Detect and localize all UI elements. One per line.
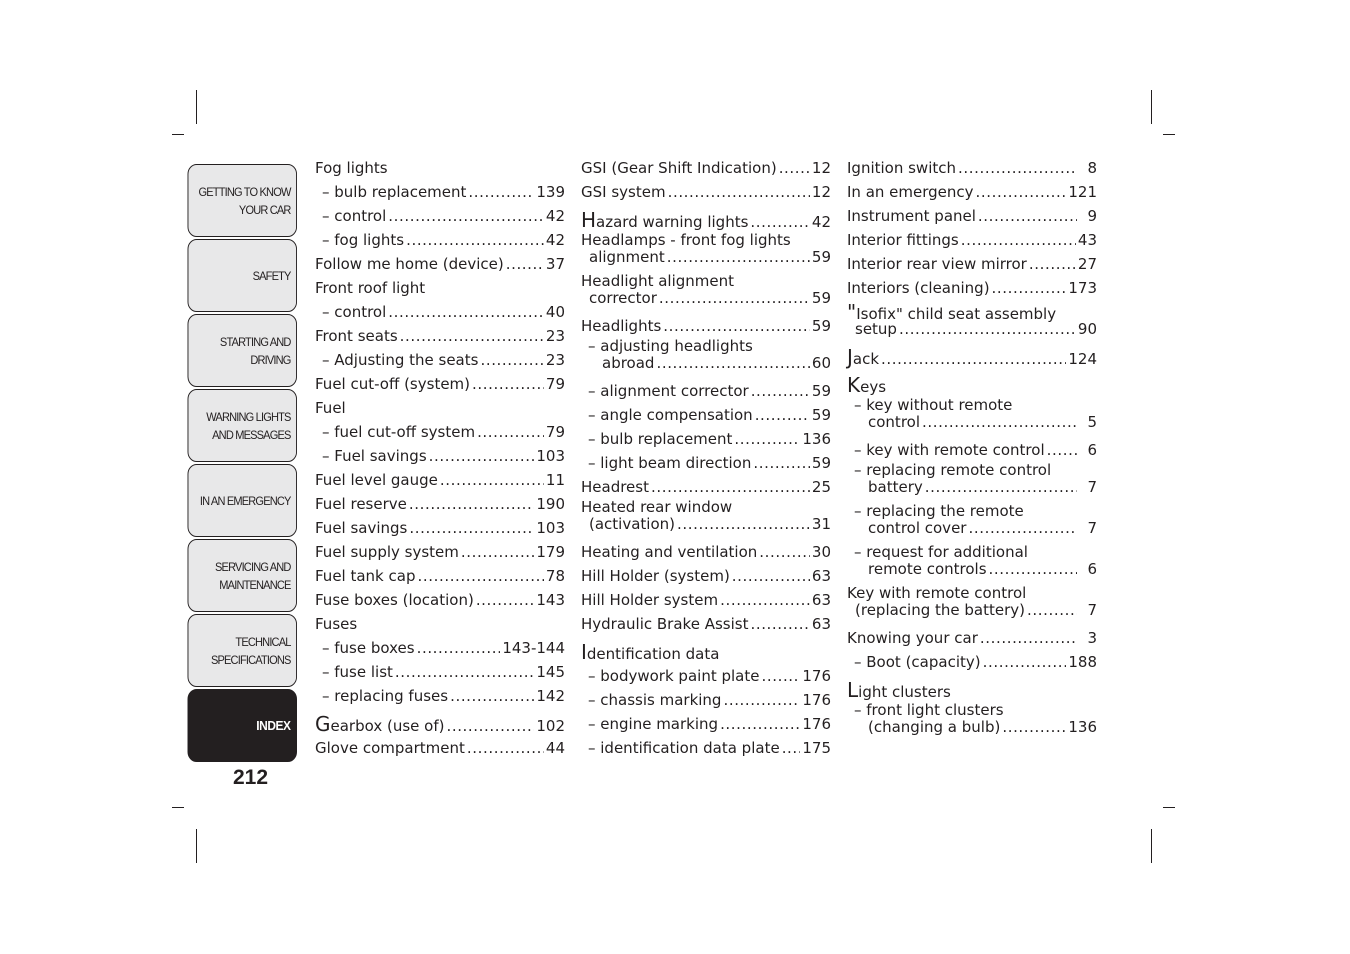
page-ref: 43 — [1077, 231, 1097, 249]
page-ref: 124 — [1068, 350, 1097, 368]
entry-text: Ignition switch — [847, 159, 957, 177]
page-ref: 175 — [802, 739, 831, 757]
page-ref: 190 — [536, 495, 565, 513]
page-ref: 176 — [802, 667, 831, 685]
entry-text: – request for additional — [854, 543, 1028, 561]
entry-text: Follow me home (device) — [315, 255, 504, 273]
entry-text: – bodywork paint plate — [588, 667, 760, 685]
entry-text: – alignment corrector — [588, 382, 749, 400]
page-ref: 176 — [802, 691, 831, 709]
dot-leader — [477, 420, 544, 444]
page-ref: 102 — [536, 717, 565, 735]
index-entry — [315, 348, 565, 372]
dot-leader — [759, 540, 810, 564]
dot-leader — [406, 228, 544, 252]
page-ref: 42 — [545, 231, 565, 249]
entry-text: – fuel cut-off system — [322, 423, 476, 441]
dot-leader — [753, 451, 810, 475]
page-ref: 12 — [811, 159, 831, 177]
dot-leader — [651, 475, 810, 499]
entry-text: Fuel cut-off (system) — [315, 375, 471, 393]
index-entry — [581, 232, 831, 266]
page-ref: 7 — [1087, 478, 1097, 496]
dot-leader — [961, 228, 1076, 252]
entry-text: Interior rear view mirror — [847, 255, 1027, 273]
page-number: 212 — [233, 766, 269, 789]
entry-text: – replacing remote control — [854, 461, 1052, 479]
dot-leader — [1029, 252, 1076, 276]
index-entry — [581, 612, 831, 636]
index-entry — [581, 564, 831, 588]
entry-text: Hazard warning lights — [581, 208, 749, 232]
entry-text: – control — [322, 207, 387, 225]
entry-text: abroad — [602, 354, 655, 372]
page-ref: 23 — [545, 351, 565, 369]
index-entry — [315, 492, 565, 516]
dot-leader — [476, 588, 535, 612]
index-entry — [847, 503, 1097, 537]
index-column-2 — [581, 156, 831, 760]
entry-text: Instrument panel — [847, 207, 976, 225]
dot-leader — [388, 204, 544, 228]
index-entry — [581, 314, 831, 338]
index-entry — [315, 204, 565, 228]
entry-text: – control — [322, 303, 387, 321]
tab-safety[interactable]: SAFETY — [188, 239, 297, 312]
index-entry — [581, 712, 831, 736]
entry-text: "Isofix" child seat assembly — [847, 300, 1057, 324]
entry-text: Headlights — [581, 317, 662, 335]
dot-leader — [440, 468, 544, 492]
dot-leader — [400, 324, 544, 348]
dot-leader — [446, 714, 534, 738]
dot-leader — [989, 561, 1077, 578]
dot-leader — [779, 156, 810, 180]
entry-text: GSI (Gear Shift Indication) — [581, 159, 777, 177]
crop-mark — [1151, 90, 1152, 124]
dot-leader — [734, 427, 800, 451]
page-ref: 12 — [811, 183, 831, 201]
entry-text: Headrest — [581, 478, 649, 496]
entry-text: Fuel reserve — [315, 495, 407, 513]
index-entry — [315, 612, 565, 636]
index-entry — [581, 540, 831, 564]
index-entry — [847, 626, 1097, 650]
index-entry — [847, 373, 1097, 397]
entry-text: Hydraulic Brake Assist — [581, 615, 749, 633]
entry-text: control — [868, 413, 920, 431]
index-entry — [847, 678, 1097, 702]
index-entry — [581, 273, 831, 307]
page-ref: 142 — [536, 687, 565, 705]
entry-text: Glove compartment — [315, 739, 465, 757]
index-entry — [847, 650, 1097, 674]
entry-text: alignment — [589, 248, 665, 266]
index-entry — [581, 688, 831, 712]
entry-text: – bulb replacement — [588, 430, 733, 448]
index-entry — [315, 300, 565, 324]
dot-leader — [659, 290, 810, 307]
entry-text: Heated rear window — [581, 498, 733, 516]
page-ref: 42 — [811, 213, 831, 231]
entry-text: Headlamps - front fog lights — [581, 231, 791, 249]
crop-mark — [1163, 134, 1175, 135]
index-entry — [847, 252, 1097, 276]
page-ref: 90 — [1077, 320, 1097, 338]
dot-leader — [395, 660, 534, 684]
index-entry — [581, 736, 831, 760]
page-ref: 59 — [811, 454, 831, 472]
index-entry — [315, 180, 565, 204]
page-ref: 42 — [545, 207, 565, 225]
page-ref: 9 — [1087, 207, 1097, 225]
entry-text: – angle compensation — [588, 406, 753, 424]
entry-text: – engine marking — [588, 715, 719, 733]
index-entry — [847, 156, 1097, 180]
entry-text: – chassis marking — [588, 691, 722, 709]
dot-leader — [976, 180, 1067, 204]
page-ref: 27 — [1077, 255, 1097, 273]
entry-text: – identification data plate — [588, 739, 780, 757]
index-entry — [847, 345, 1097, 369]
page-ref: 6 — [1087, 441, 1097, 459]
index-entry — [581, 180, 831, 204]
page-ref: 173 — [1068, 279, 1097, 297]
dot-leader — [1002, 719, 1066, 736]
page-ref: 44 — [545, 739, 565, 757]
dot-leader — [782, 736, 801, 760]
index-entry — [315, 468, 565, 492]
index-entry — [847, 180, 1097, 204]
index-entry — [581, 499, 831, 533]
page-ref: 136 — [802, 430, 831, 448]
page-ref: 79 — [545, 375, 565, 393]
entry-text: (activation) — [589, 515, 675, 533]
tab-technical-specifications[interactable]: TECHNICAL SPECIFICATIONS — [188, 614, 297, 687]
entry-text: – fog lights — [322, 231, 405, 249]
entry-text: – Boot (capacity) — [854, 653, 981, 671]
dot-leader — [429, 444, 535, 468]
page-ref: 59 — [811, 382, 831, 400]
entry-text: (replacing the battery) — [855, 601, 1025, 619]
entry-text: Fog lights — [315, 159, 388, 177]
index-entry — [315, 420, 565, 444]
entry-text: Keys — [847, 373, 887, 397]
page-ref: 78 — [545, 567, 565, 585]
entry-text: Fuel — [315, 399, 346, 417]
page-ref: 59 — [811, 289, 831, 307]
index-entry — [315, 252, 565, 276]
index-entry — [581, 208, 831, 232]
page-ref: 103 — [536, 519, 565, 537]
page-ref: 59 — [811, 248, 831, 266]
entry-text: – Adjusting the seats — [322, 351, 479, 369]
tab-warning-lights[interactable]: WARNING LIGHTS AND MESSAGES — [188, 389, 297, 462]
index-entry — [847, 585, 1097, 619]
page-ref: 37 — [545, 255, 565, 273]
dot-leader — [720, 712, 800, 736]
entry-text: – fuse list — [322, 663, 393, 681]
tab-getting-to-know[interactable]: GETTING TO KNOW YOUR CAR — [188, 164, 297, 237]
page-ref: 143-144 — [502, 639, 565, 657]
page-ref: 25 — [811, 478, 831, 496]
dot-leader — [467, 736, 544, 760]
page-ref: 3 — [1087, 629, 1097, 647]
dot-leader — [668, 180, 810, 204]
entry-text: remote controls — [868, 560, 987, 578]
index-entry — [315, 516, 565, 540]
crop-mark — [1151, 829, 1152, 863]
dot-leader — [409, 516, 534, 540]
entry-text: Hill Holder (system) — [581, 567, 730, 585]
entry-text: In an emergency — [847, 183, 974, 201]
dot-leader — [480, 348, 543, 372]
dot-leader — [667, 249, 810, 266]
dot-leader — [980, 626, 1077, 650]
crop-mark — [1163, 807, 1175, 808]
page-ref: 143 — [536, 591, 565, 609]
dot-leader — [720, 588, 810, 612]
page-ref: 79 — [545, 423, 565, 441]
dot-leader — [468, 180, 534, 204]
index-entry — [847, 300, 1097, 338]
index-column-1 — [315, 156, 565, 760]
entry-text: Jack — [847, 345, 880, 369]
dot-leader — [388, 300, 544, 324]
entry-text: – fuse boxes — [322, 639, 415, 657]
crop-mark — [172, 807, 184, 808]
page-ref: 145 — [536, 663, 565, 681]
dot-leader — [417, 636, 501, 660]
page-ref: 6 — [1087, 560, 1097, 578]
index-entry — [315, 712, 565, 736]
entry-text: (changing a bulb) — [868, 718, 1001, 736]
entry-text: Key with remote control — [847, 584, 1027, 602]
page-ref: 8 — [1087, 159, 1097, 177]
index-entry — [581, 403, 831, 427]
dot-leader — [450, 684, 534, 708]
entry-text: Knowing your car — [847, 629, 978, 647]
page-ref: 63 — [811, 591, 831, 609]
dot-leader — [409, 492, 534, 516]
index-entry — [581, 588, 831, 612]
index-entry — [315, 660, 565, 684]
page-ref: 60 — [811, 354, 831, 372]
index-entry — [315, 372, 565, 396]
index-entry — [581, 379, 831, 403]
index-entry — [315, 636, 565, 660]
page-ref: 59 — [811, 317, 831, 335]
dot-leader — [978, 204, 1077, 228]
dot-leader — [723, 688, 800, 712]
dot-leader — [732, 564, 810, 588]
page-ref: 63 — [811, 615, 831, 633]
dot-leader — [656, 355, 809, 372]
page-ref: 121 — [1068, 183, 1097, 201]
page-ref: 7 — [1087, 519, 1097, 537]
dot-leader — [925, 479, 1077, 496]
dot-leader — [983, 650, 1067, 674]
entry-text: battery — [868, 478, 923, 496]
page-ref: 23 — [545, 327, 565, 345]
page-ref: 136 — [1068, 718, 1097, 736]
entry-text: Heating and ventilation — [581, 543, 758, 561]
index-entry — [315, 540, 565, 564]
crop-mark — [172, 134, 184, 135]
index-entry — [847, 544, 1097, 578]
index-column-3 — [847, 156, 1097, 743]
index-entry — [315, 396, 565, 420]
entry-text: Identification data — [581, 640, 720, 664]
entry-text: – front light clusters — [854, 701, 1004, 719]
dot-leader — [506, 252, 544, 276]
page-ref: 139 — [536, 183, 565, 201]
page-ref: 176 — [802, 715, 831, 733]
page-ref: 59 — [811, 406, 831, 424]
crop-mark — [196, 90, 197, 124]
index-entry — [315, 156, 565, 180]
entry-text: Fuel tank cap — [315, 567, 416, 585]
entry-text: setup — [855, 320, 897, 338]
page-ref: 30 — [811, 543, 831, 561]
index-entry — [581, 640, 831, 664]
entry-text: – bulb replacement — [322, 183, 467, 201]
index-entry — [847, 462, 1097, 496]
dot-leader — [751, 379, 810, 403]
index-entry — [847, 438, 1097, 462]
dot-leader — [899, 321, 1076, 338]
page-ref: 5 — [1087, 413, 1097, 431]
index-entry — [581, 427, 831, 451]
entry-text: Front roof light — [315, 279, 426, 297]
index-entry — [315, 736, 565, 760]
index-entry — [315, 324, 565, 348]
page-ref: 7 — [1087, 601, 1097, 619]
section-tabs — [178, 164, 297, 764]
dot-leader — [417, 564, 543, 588]
index-entry — [315, 228, 565, 252]
crop-mark — [196, 829, 197, 863]
dot-leader — [992, 276, 1067, 300]
tab-index[interactable]: INDEX — [188, 689, 297, 762]
index-entry — [581, 156, 831, 180]
index-entry — [847, 397, 1097, 431]
entry-text: Interior fittings — [847, 231, 959, 249]
dot-leader — [968, 520, 1077, 537]
page-ref: 11 — [545, 471, 565, 489]
dot-leader — [922, 414, 1077, 431]
entry-text: – replacing fuses — [322, 687, 449, 705]
dot-leader — [881, 347, 1066, 371]
tab-emergency[interactable]: IN AN EMERGENCY — [188, 464, 297, 537]
entry-text: GSI system — [581, 183, 666, 201]
entry-text: – key with remote control — [854, 441, 1045, 459]
dot-leader — [1027, 602, 1077, 619]
entry-text: Fuel supply system — [315, 543, 459, 561]
entry-text: Front seats — [315, 327, 398, 345]
entry-text: Interiors (cleaning) — [847, 279, 990, 297]
index-entry — [581, 475, 831, 499]
page-ref: 40 — [545, 303, 565, 321]
entry-text: – light beam direction — [588, 454, 752, 472]
entry-text: – adjusting headlights — [588, 337, 753, 355]
entry-text: Fuses — [315, 615, 358, 633]
entry-text: – key without remote — [854, 396, 1013, 414]
dot-leader — [755, 403, 810, 427]
index-entry — [847, 702, 1097, 736]
entry-text: Hill Holder system — [581, 591, 719, 609]
index-entry — [581, 664, 831, 688]
dot-leader — [1047, 438, 1077, 462]
index-entry — [315, 564, 565, 588]
index-entry — [581, 451, 831, 475]
page-ref: 31 — [811, 515, 831, 533]
index-entry — [315, 588, 565, 612]
dot-leader — [761, 664, 800, 688]
index-entry — [315, 276, 565, 300]
tab-starting-driving[interactable]: STARTING AND DRIVING — [188, 314, 297, 387]
entry-text: Light clusters — [847, 678, 951, 702]
tab-servicing[interactable]: SERVICING AND MAINTENANCE — [188, 539, 297, 612]
index-entry — [581, 338, 831, 372]
index-entry — [847, 276, 1097, 300]
entry-text: Headlight alignment — [581, 272, 735, 290]
entry-text: Fuel level gauge — [315, 471, 438, 489]
entry-text: – replacing the remote — [854, 502, 1024, 520]
entry-text: Gearbox (use of) — [315, 712, 445, 736]
dot-leader — [677, 516, 810, 533]
entry-text: Fuel savings — [315, 519, 408, 537]
index-entry — [847, 228, 1097, 252]
dot-leader — [958, 156, 1077, 180]
dot-leader — [472, 372, 544, 396]
page-ref: 103 — [536, 447, 565, 465]
dot-leader — [750, 612, 809, 636]
entry-text: corrector — [589, 289, 657, 307]
entry-text: – Fuel savings — [322, 447, 427, 465]
dot-leader — [461, 540, 534, 564]
index-entry — [315, 444, 565, 468]
entry-text: control cover — [868, 519, 967, 537]
index-entry — [847, 204, 1097, 228]
entry-text: Fuse boxes (location) — [315, 591, 474, 609]
page-ref: 63 — [811, 567, 831, 585]
page-ref: 179 — [536, 543, 565, 561]
index-entry — [315, 684, 565, 708]
dot-leader — [663, 314, 810, 338]
page-ref: 188 — [1068, 653, 1097, 671]
